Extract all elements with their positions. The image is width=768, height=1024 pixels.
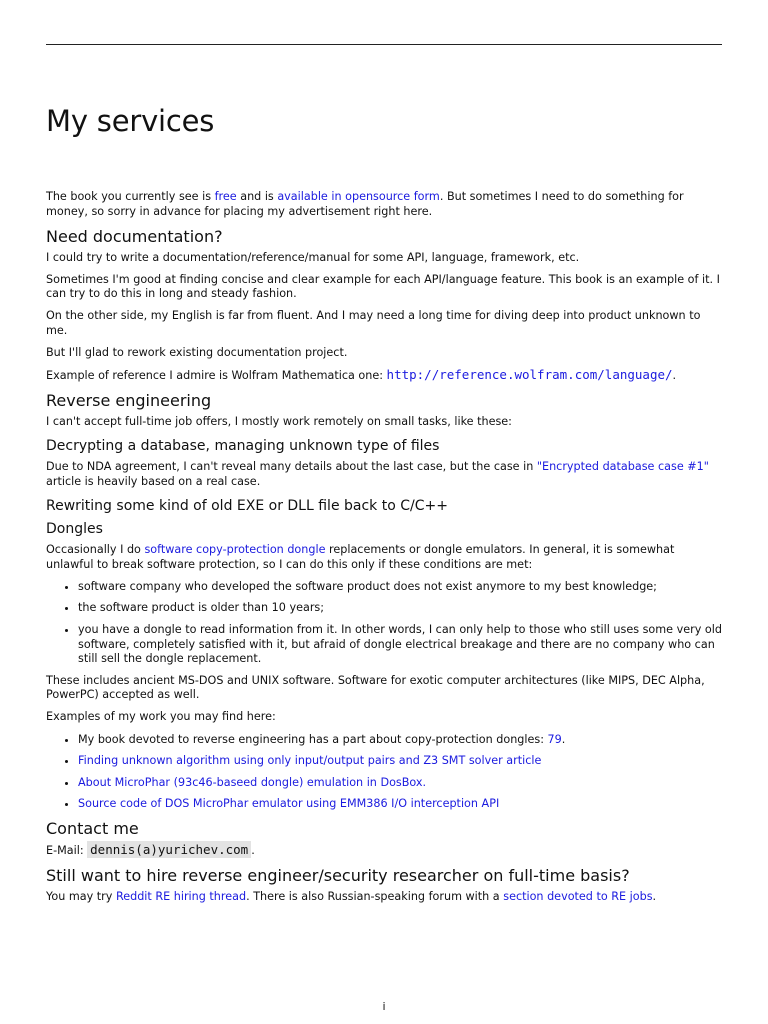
list-item — [78, 797, 722, 812]
list-item — [78, 776, 722, 791]
includes-paragraph: These includes ancient MS-DOS and UNIX software. Software for exotic computer architectures (like MIPS, DEC Alpha, PowerPC) accepted as well. — [46, 673, 705, 702]
microphar-dosbox-link[interactable]: About MicroPhar (93c46-baseed dongle) emulation in DosBox. — [78, 775, 427, 789]
intro-paragraph: The book you currently see is free and is available in opensource form. But sometimes I need to do something for money, so sorry in advance for placing my advertisement right here. — [46, 190, 684, 218]
examples-list — [46, 733, 722, 812]
top-rule — [46, 44, 722, 45]
list-item: • My book devoted to reverse engineering has a part about copy-protection dongles: 79. — [78, 733, 722, 748]
page-title: My services — [46, 104, 215, 138]
re-paragraph-1: I can't accept full-time job offers, I mostly work remotely on small tasks, like these: — [46, 415, 512, 429]
heading-decrypting: Decrypting a database, managing unknown type of files — [46, 438, 440, 455]
dongle-link[interactable]: software copy-protection dongle — [144, 543, 326, 557]
email-address: dennis(a)yurichev.com — [87, 841, 251, 858]
doc-paragraph-3: On the other side, my English is far from fluent. And I may need a long time for diving deep into product unknown to me. — [46, 309, 701, 338]
doc-paragraph-4: But I'll glad to rework existing documentation project. — [46, 346, 348, 360]
hire-paragraph: You may try Reddit RE hiring thread. There is also Russian-speaking forum with a section devoted to RE jobs. — [46, 890, 657, 904]
heading-dongles: Dongles — [46, 521, 103, 538]
page-79-link[interactable]: 79 — [547, 732, 562, 746]
heading-documentation: Need documentation? — [46, 226, 223, 246]
dongles-paragraph: Occasionally I do software copy-protection dongle replacements or dongle emulators. In general, it is somewhat unlawful to break software protection, so I can do this only if these conditions are met: — [46, 543, 675, 571]
content — [46, 190, 722, 912]
heading-rewriting: Rewriting some kind of old EXE or DLL file back to C/C++ — [46, 498, 448, 515]
doc-paragraph-2: Sometimes I'm good at finding concise and clear example for each API/language feature. This book is an example of it. I can try to do this in long and steady fashion. — [46, 272, 720, 301]
forum-link[interactable]: section devoted to RE jobs — [503, 890, 653, 904]
free-link[interactable]: free — [214, 190, 237, 203]
list-item: • software company who developed the software product does not exist anymore to my best knowledge; — [78, 580, 722, 595]
decrypt-paragraph: Due to NDA agreement, I can't reveal many details about the last case, but the case in "Encrypted database case #1" article is heavily based on a real case. — [46, 460, 709, 489]
encrypted-db-link[interactable]: "Encrypted database case #1" — [536, 460, 709, 474]
examples-intro: Examples of my work you may find here: — [46, 710, 276, 724]
heading-hire: Still want to hire reverse engineer/security researcher on full-time basis? — [46, 866, 630, 886]
doc-paragraph-5: Example of reference I admire is Wolfram Mathematica one: http://reference.wolfram.com/language/. — [46, 367, 677, 383]
doc-paragraph-1: I could try to write a documentation/reference/manual for some API, language, framework, etc. — [46, 250, 580, 264]
opensource-link[interactable]: available in opensource form — [277, 190, 440, 203]
list-item: • the software product is older than 10 years; — [78, 601, 722, 616]
z3-article-link[interactable]: Finding unknown algorithm using only input/output pairs and Z3 SMT solver article — [78, 754, 542, 768]
heading-reverse-engineering: Reverse engineering — [46, 391, 212, 411]
page-number: i — [382, 1000, 386, 1013]
list-item: • you have a dongle to read information from it. In other words, I can only help to those who still uses some very old software, completely satisfied with it, but afraid of dongle electrical breakage and there are no company who can still sell the dongle replacement. — [78, 623, 722, 667]
contact-paragraph: E-Mail: dennis(a)yurichev.com . — [46, 841, 255, 857]
heading-contact: Contact me — [46, 818, 139, 838]
list-item — [78, 754, 722, 769]
microphar-source-link[interactable]: Source code of DOS MicroPhar emulator using EMM386 I/O interception API — [78, 797, 500, 811]
reddit-link[interactable]: Reddit RE hiring thread — [115, 890, 247, 904]
wolfram-link[interactable]: http://reference.wolfram.com/language/ — [386, 367, 673, 383]
conditions-list — [46, 580, 722, 667]
